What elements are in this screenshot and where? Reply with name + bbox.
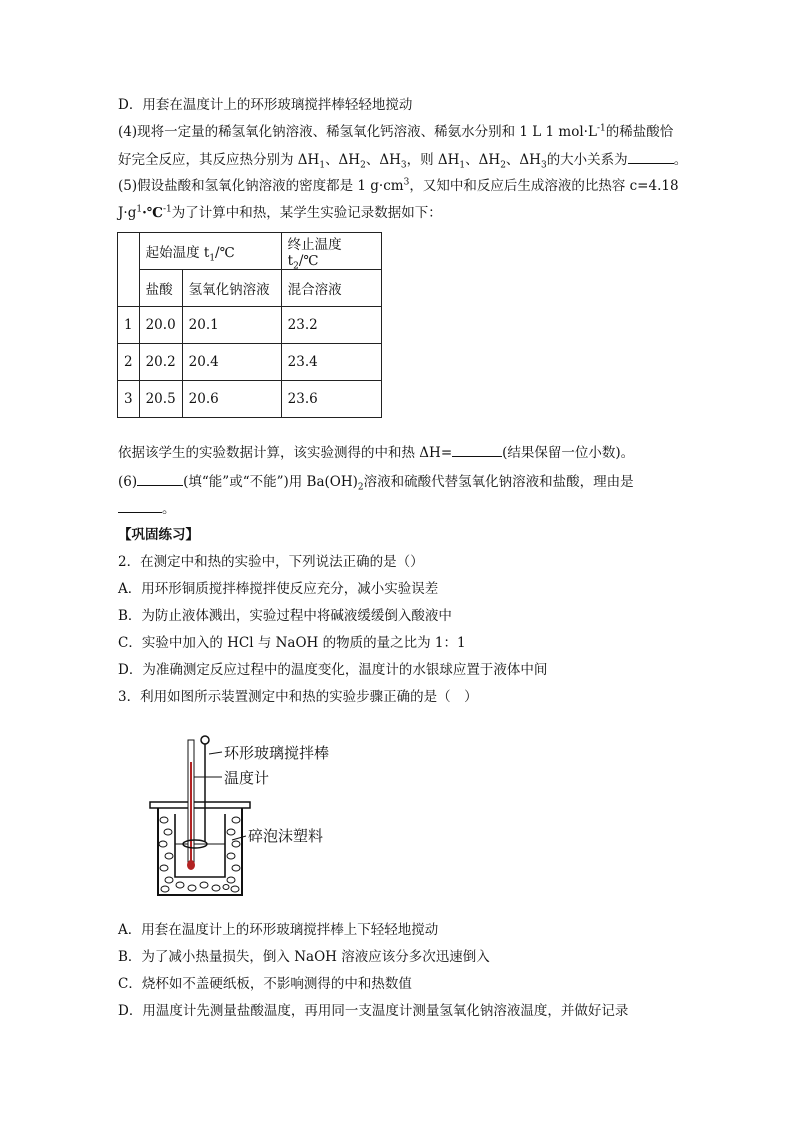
q4-text: 好完全反应，其反应热分别为 ΔH (118, 152, 320, 168)
subscript: 3 (400, 160, 407, 171)
section-title: 【巩固练习】 (118, 527, 199, 543)
mix-temp: 23.2 (281, 307, 381, 344)
thermometer-label: 温度计 (224, 769, 270, 787)
q5-text: ·℃ (142, 205, 163, 221)
outer-beaker (158, 808, 242, 895)
q3-option-a[interactable]: A．用套在温度计上的环形玻璃搅拌棒上下轻轻地搅动 (118, 922, 439, 938)
hcl-temp: 20.2 (139, 344, 182, 381)
answer-blank[interactable] (452, 443, 502, 457)
hcl-temp: 20.0 (139, 307, 182, 344)
q5-line2 (118, 204, 442, 222)
q5-line1 (118, 177, 679, 195)
row-number: 2 (118, 344, 140, 381)
superscript: -1 (162, 204, 172, 215)
table-subheader-hcl: 盐酸 (139, 270, 182, 307)
cardboard-lid (150, 802, 250, 808)
q3-option-c[interactable]: C．烧杯如不盖硬纸板，不影响测得的中和热数值 (118, 976, 412, 992)
header-text: 终止温度 t (287, 237, 342, 269)
q2-stem: 2．在测定中和热的实验中，下列说法正确的是（） (118, 554, 424, 570)
q3-option-b[interactable]: B．为了减小热量损失，倒入 NaOH 溶液应该分多次迅速倒入 (118, 949, 490, 965)
q4-text: 的大小关系为 (546, 152, 628, 168)
q5-result-text: (结果保留一位小数)。 (502, 445, 635, 461)
table-header-start-temp (139, 233, 281, 270)
q6-text: (填“能”或“不能”)用 Ba(OH) (183, 474, 358, 490)
q4-text: 、ΔH (365, 152, 401, 168)
answer-blank[interactable] (118, 499, 162, 513)
table-subheader-naoh: 氢氧化钠溶液 (182, 270, 281, 307)
data-table (117, 232, 382, 418)
q3-stem: 3．利用如图所示装置测定中和热的实验步骤正确的是（ ） (118, 689, 478, 705)
q5-text: 为了计算中和热，某学生实验记录数据如下： (171, 205, 442, 221)
q5-result-text: 依据该学生的实验数据计算，该实验测得的中和热 ΔH= (118, 445, 453, 461)
subscript: 2 (500, 160, 506, 171)
foam-label: 碎泡沫塑料 (248, 827, 324, 845)
subscript: 2 (357, 482, 364, 493)
header-text: /℃ (215, 245, 235, 261)
table-row (118, 381, 382, 418)
table-row (118, 307, 382, 344)
q3-option-d[interactable]: D．用温度计先测量盐酸温度，再用同一支温度计测量氢氧化钠溶液温度，并做好记录 (118, 1003, 629, 1019)
subscript: 1 (209, 253, 216, 264)
answer-blank[interactable] (137, 472, 183, 486)
stirrer-handle (201, 736, 209, 744)
q4-line2 (118, 150, 687, 169)
q6-text: 溶液和硫酸代替氢氧化钠溶液和盐酸，理由是 (363, 474, 634, 490)
table-row (118, 344, 382, 381)
naoh-temp: 20.1 (182, 307, 281, 344)
q2-option-c[interactable]: C．实验中加入的 HCl 与 NaOH 的物质的量之比为 1：1 (118, 635, 466, 651)
q2-option-b[interactable]: B．为防止液体溅出，实验过程中将碱液缓缓倒入酸液中 (118, 608, 452, 624)
q6-line2 (118, 499, 176, 518)
superscript: 3 (403, 177, 410, 188)
answer-blank[interactable] (628, 150, 674, 164)
naoh-temp: 20.6 (182, 381, 281, 418)
header-text: 起始温度 t (145, 245, 210, 261)
leader-line (209, 752, 222, 754)
mix-temp: 23.4 (281, 344, 381, 381)
q6-text: (6) (118, 474, 138, 490)
subscript: 1 (459, 160, 466, 171)
q4-sup: -1 (596, 123, 606, 134)
stirrer-label: 环形玻璃搅拌棒 (224, 744, 330, 762)
superscript: 1 (136, 204, 143, 215)
q4-text: 、ΔH (465, 152, 501, 168)
mix-temp: 23.6 (281, 381, 381, 418)
q4-text-b: 的稀盐酸恰 (605, 124, 674, 140)
q1-option-d: D．用套在温度计上的环形玻璃搅拌棒轻轻地搅动 (118, 97, 413, 113)
subscript: 1 (319, 160, 326, 171)
foam-pieces (159, 817, 240, 892)
table-corner-cell (118, 233, 140, 307)
row-number: 1 (118, 307, 140, 344)
table-subheader-mix: 混合溶液 (281, 270, 381, 307)
calorimeter-figure (140, 732, 380, 902)
table-subheader-row (118, 270, 382, 307)
inner-beaker (175, 814, 225, 877)
table-header-row (118, 233, 382, 270)
subscript: 3 (540, 160, 547, 171)
hcl-temp: 20.5 (139, 381, 182, 418)
q4-text: 、ΔH (505, 152, 541, 168)
header-text: /℃ (298, 253, 319, 269)
q4-text: 、ΔH (325, 152, 361, 168)
q5-text: J·g (118, 205, 137, 221)
q2-option-d[interactable]: D．为准确测定反应过程中的温度变化，温度计的水银球应置于液体中间 (118, 662, 548, 678)
q4-text: 。 (673, 152, 688, 168)
q5-text: (5)假设盐酸和氢氧化钠溶液的密度都是 1 g·cm (118, 178, 404, 194)
q6-text: 。 (162, 501, 176, 517)
mercury-bulb (187, 860, 195, 870)
row-number: 3 (118, 381, 140, 418)
leader-line (232, 836, 246, 840)
q4-line1 (118, 123, 673, 141)
q5-text: ，又知中和反应后生成溶液的比热容 c=4.18 (409, 178, 679, 194)
table-header-end-temp (281, 233, 381, 270)
q4-text-a: (4)现将一定量的稀氢氧化钠溶液、稀氢氧化钙溶液、稀氨水分别和 1 L 1 mol·L (118, 124, 597, 140)
q6-line (118, 472, 634, 491)
subscript: 2 (293, 261, 299, 272)
subscript: 2 (360, 160, 366, 171)
q5-result-line (118, 443, 634, 462)
naoh-temp: 20.4 (182, 344, 281, 381)
q4-text: ，则 ΔH (406, 152, 460, 168)
q2-option-a[interactable]: A．用环形铜质搅拌棒搅拌使反应充分，减小实验误差 (118, 581, 439, 597)
